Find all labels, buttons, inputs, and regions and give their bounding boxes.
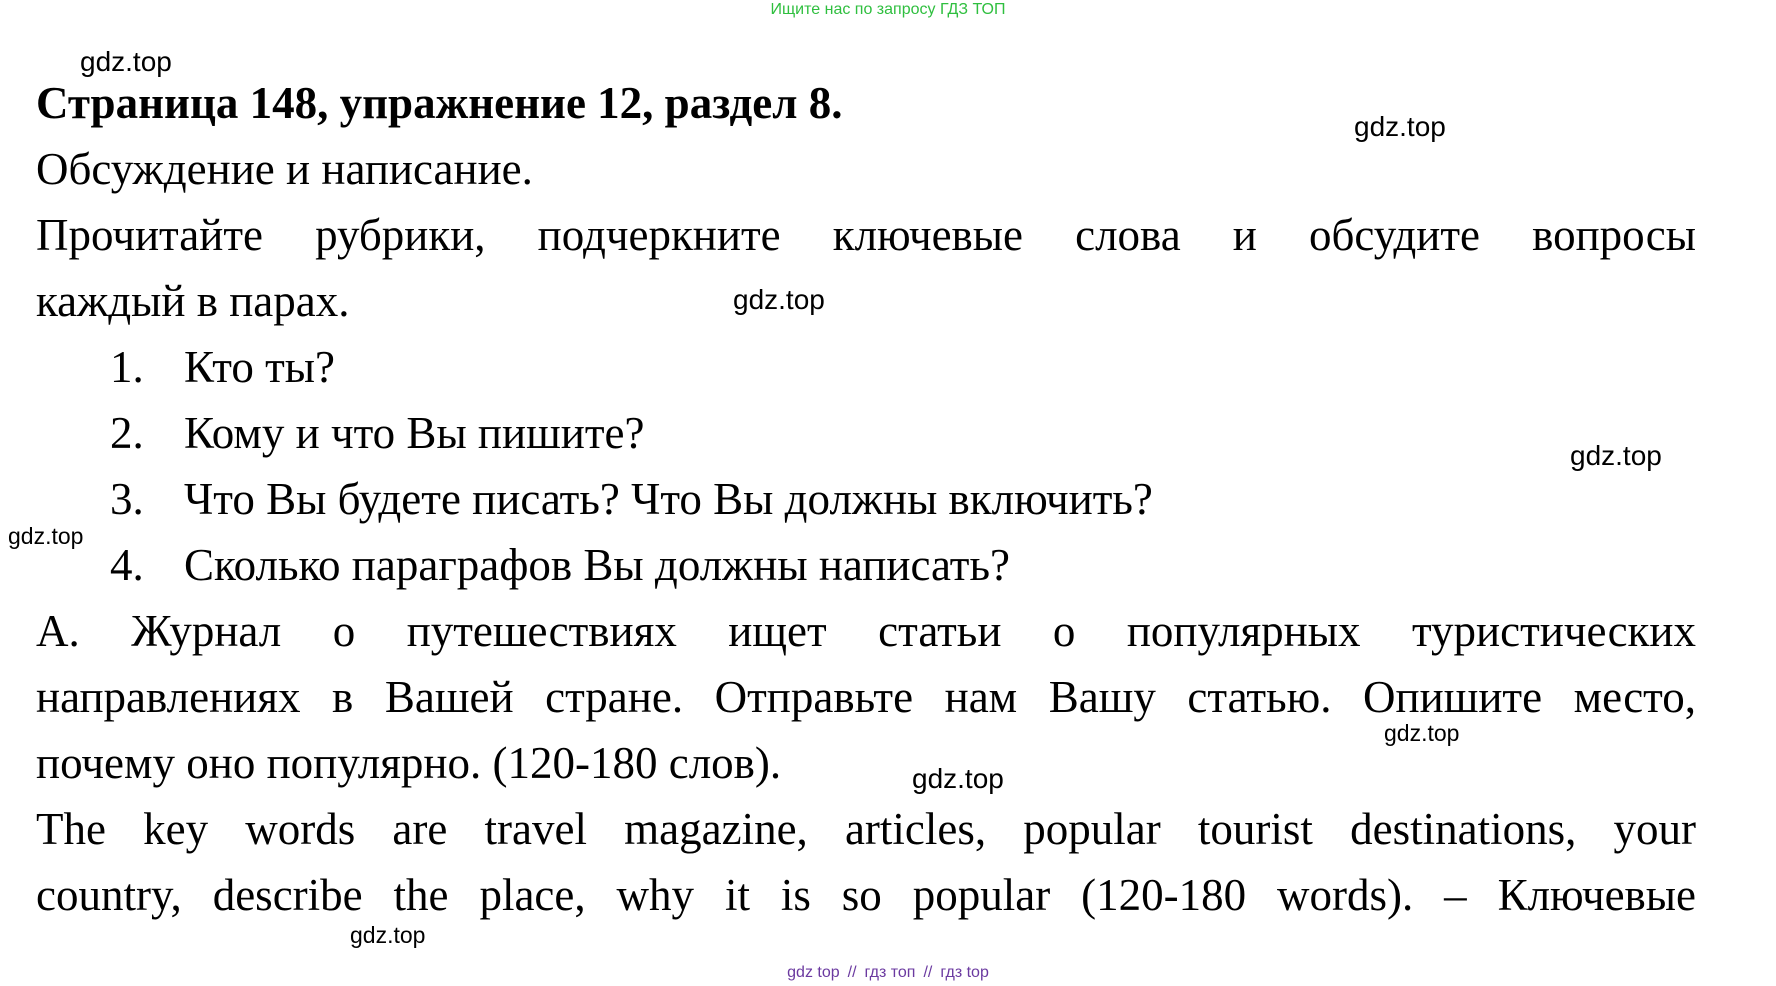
question-text: Кто ты?	[184, 342, 335, 392]
bottom-banner	[0, 963, 1776, 983]
question-text: Сколько параграфов Вы должны написать?	[184, 540, 1010, 590]
question-item	[36, 532, 1696, 598]
bottom-banner-part: гдз top	[940, 964, 989, 981]
question-number: 2.	[110, 408, 144, 458]
task-line-3: почему оно популярно. (120-180 слов).	[36, 738, 782, 788]
task-line-2: направлениях в Вашей стране. Отправьте нам Вашу статью. Опишите место,	[36, 672, 1696, 722]
answer-line-2: country, describe the place, why it is so popular (120-180 words). – Ключевые	[36, 870, 1696, 920]
bottom-banner-part: gdz top	[787, 964, 840, 981]
watermark: gdz.top	[8, 523, 84, 549]
watermark: gdz.top	[1570, 440, 1662, 471]
section-subtitle: Обсуждение и написание.	[36, 144, 533, 194]
watermark: gdz.top	[912, 763, 1004, 794]
document-body	[36, 70, 1696, 928]
instruction-line-2: каждый в парах.	[36, 276, 350, 326]
question-number: 1.	[110, 342, 144, 392]
page-title: Страница 148, упражнение 12, раздел 8.	[36, 78, 843, 128]
bottom-banner-separator: //	[923, 964, 933, 981]
question-text: Что Вы будете писать? Что Вы должны включить?	[184, 474, 1153, 524]
watermark: gdz.top	[80, 46, 172, 77]
question-number: 3.	[110, 474, 144, 524]
top-banner: Ищите нас по запросу ГДЗ ТОП	[770, 1, 1006, 18]
watermark: gdz.top	[1384, 720, 1460, 746]
bottom-banner-part: гдз топ	[864, 964, 916, 981]
watermark: gdz.top	[1354, 111, 1446, 142]
task-line-1: А. Журнал о путешествиях ищет статьи о популярных туристических	[36, 606, 1696, 656]
question-item	[36, 400, 1696, 466]
watermark: gdz.top	[350, 922, 426, 948]
question-item	[36, 466, 1696, 532]
instruction-line-1: Прочитайте рубрики, подчеркните ключевые слова и обсудите вопросы	[36, 210, 1696, 260]
watermark: gdz.top	[733, 284, 825, 315]
question-item	[36, 334, 1696, 400]
question-text: Кому и что Вы пишите?	[184, 408, 645, 458]
answer-line-1: The key words are travel magazine, articles, popular tourist destinations, your	[36, 804, 1696, 854]
question-number: 4.	[110, 540, 144, 590]
bottom-banner-separator: //	[847, 964, 857, 981]
